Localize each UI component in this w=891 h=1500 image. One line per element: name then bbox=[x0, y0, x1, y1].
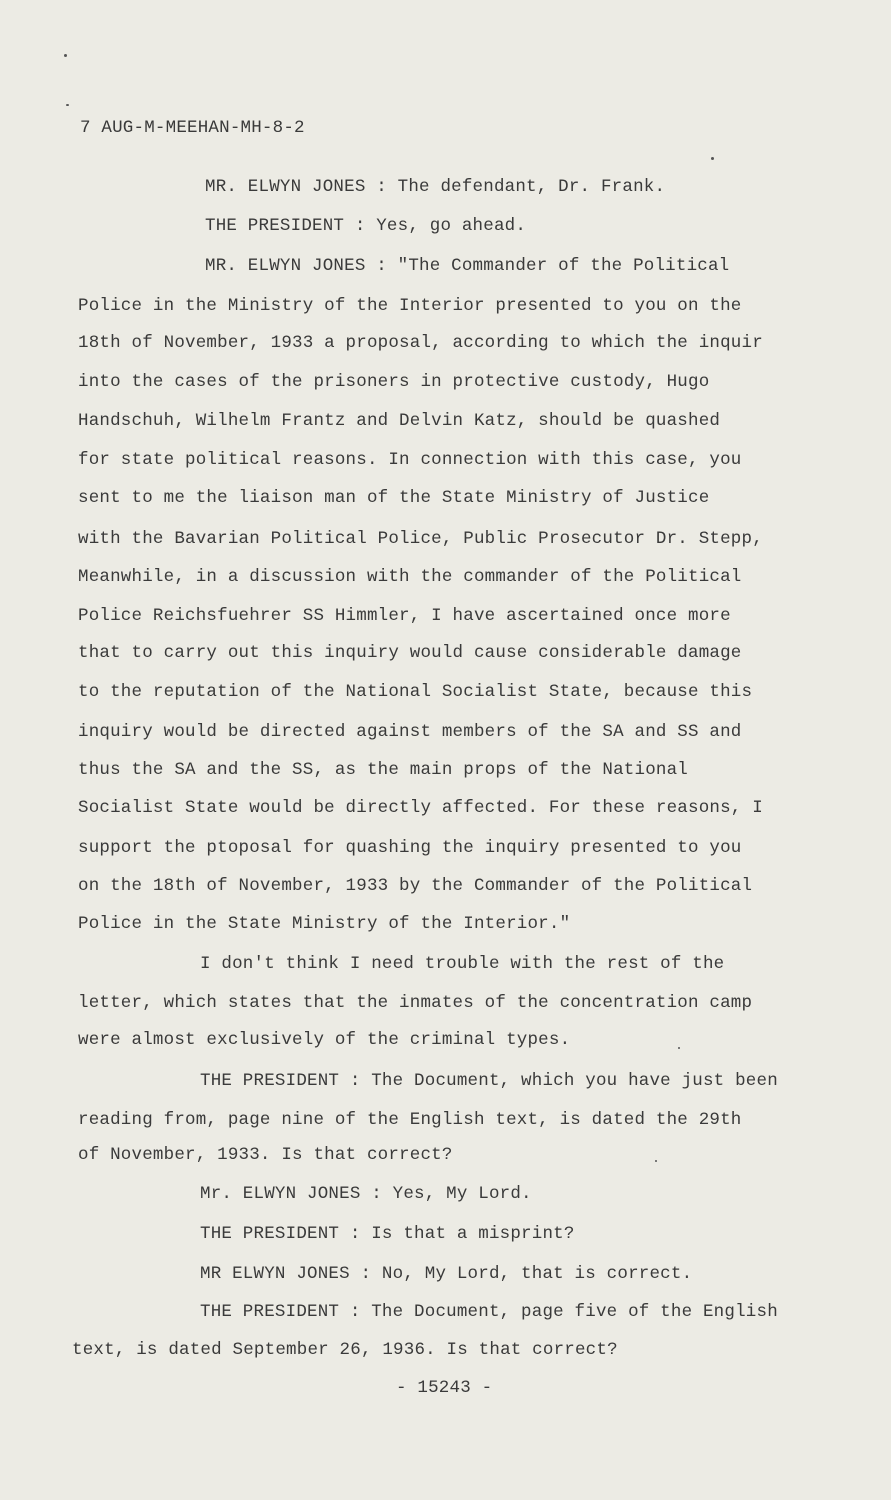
transcript-line: THE PRESIDENT : Yes, go ahead. bbox=[205, 216, 527, 236]
speck-mark bbox=[678, 1047, 680, 1049]
transcript-line: THE PRESIDENT : The Document, page five of the English bbox=[200, 1302, 778, 1322]
transcript-line: sent to me the liaison man of the State Ministry of Justice bbox=[78, 488, 710, 508]
transcript-line: Police in the Ministry of the Interior presented to you on the bbox=[78, 296, 742, 316]
transcript-line: THE PRESIDENT : The Document, which you have just been bbox=[200, 1071, 778, 1091]
transcript-line: Police Reichsfuehrer SS Himmler, I have ascertained once more bbox=[78, 606, 731, 626]
transcript-line: 18th of November, 1933 a proposal, according to which the inquir bbox=[78, 333, 763, 353]
transcript-line: MR. ELWYN JONES : "The Commander of the Political bbox=[205, 256, 730, 276]
transcript-line: MR ELWYN JONES : No, My Lord, that is correct. bbox=[200, 1264, 693, 1284]
page-number: - 15243 - bbox=[396, 1378, 493, 1398]
speck-mark bbox=[711, 157, 714, 160]
transcript-line: support the ptoposal for quashing the inquiry presented to you bbox=[78, 838, 742, 858]
transcript-line: Socialist State would be directly affected. For these reasons, I bbox=[78, 798, 763, 818]
transcript-line: thus the SA and the SS, as the main props of the National bbox=[78, 760, 688, 780]
transcript-line: Mr. ELWYN JONES : Yes, My Lord. bbox=[200, 1184, 532, 1204]
transcript-line: THE PRESIDENT : Is that a misprint? bbox=[200, 1224, 575, 1244]
speck-mark bbox=[655, 1160, 657, 1162]
transcript-line: Handschuh, Wilhelm Frantz and Delvin Katz, should be quashed bbox=[78, 411, 721, 431]
speck-mark bbox=[64, 54, 67, 57]
transcript-line: Police in the State Ministry of the Interior." bbox=[78, 914, 571, 934]
document-header-code: 7 AUG-M-MEEHAN-MH-8-2 bbox=[80, 118, 305, 138]
transcript-line: to the reputation of the National Socialist State, because this bbox=[78, 682, 753, 702]
transcript-line: with the Bavarian Political Police, Public Prosecutor Dr. Stepp, bbox=[78, 529, 763, 549]
transcript-line: reading from, page nine of the English text, is dated the 29th bbox=[78, 1110, 742, 1130]
transcript-line: of November, 1933. Is that correct? bbox=[78, 1145, 453, 1165]
transcript-line: for state political reasons. In connection with this case, you bbox=[78, 450, 742, 470]
transcript-line: that to carry out this inquiry would cause considerable damage bbox=[78, 643, 742, 663]
transcript-line: into the cases of the prisoners in protective custody, Hugo bbox=[78, 372, 710, 392]
transcript-line: Meanwhile, in a discussion with the commander of the Political bbox=[78, 567, 742, 587]
transcript-line: letter, which states that the inmates of the concentration camp bbox=[78, 993, 753, 1013]
transcript-line: were almost exclusively of the criminal types. bbox=[78, 1030, 571, 1050]
transcript-line: MR. ELWYN JONES : The defendant, Dr. Frank. bbox=[205, 177, 666, 197]
transcript-line: on the 18th of November, 1933 by the Commander of the Political bbox=[78, 876, 753, 896]
transcript-line: I don't think I need trouble with the rest of the bbox=[200, 954, 725, 974]
transcript-line: inquiry would be directed against members of the SA and SS and bbox=[78, 722, 742, 742]
speck-mark bbox=[66, 104, 69, 106]
transcript-line: text, is dated September 26, 1936. Is that correct? bbox=[72, 1340, 618, 1360]
